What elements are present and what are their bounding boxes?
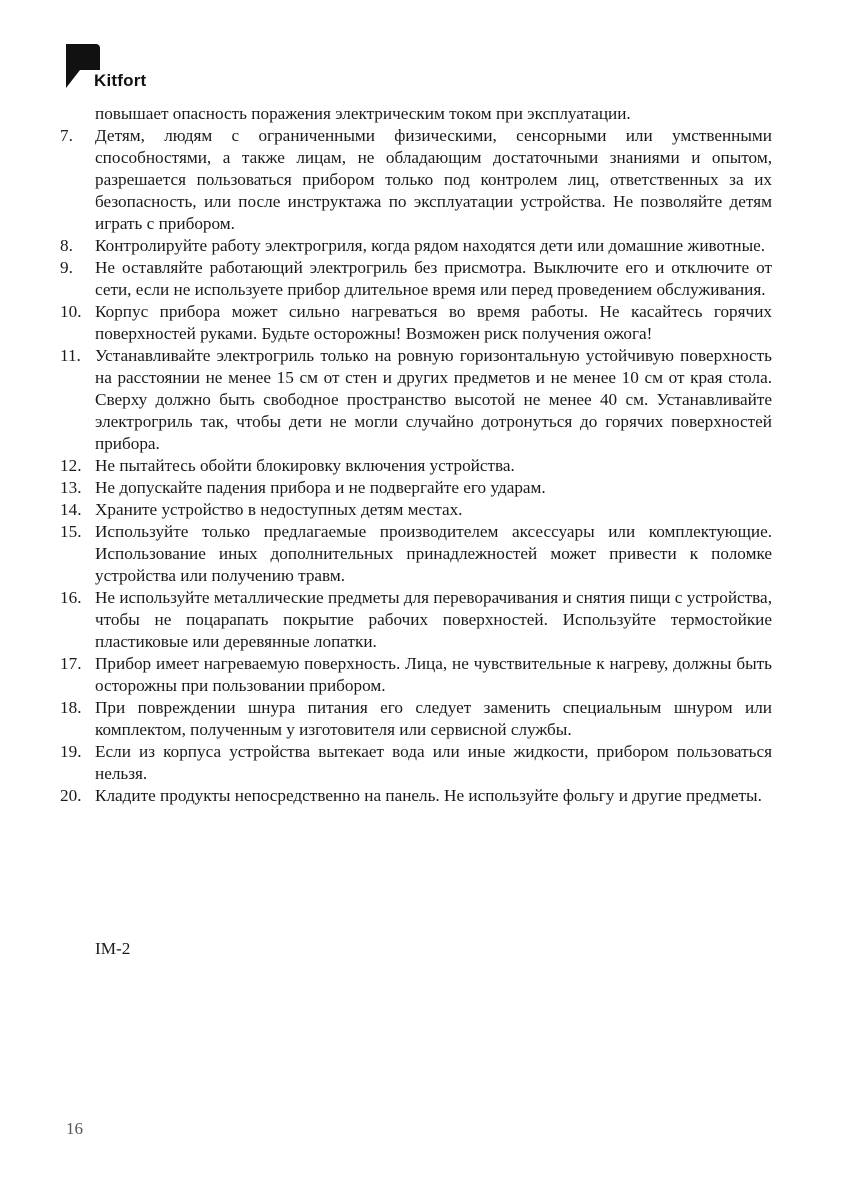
- list-item: [60, 455, 772, 477]
- list-item: [60, 587, 772, 653]
- item-number: 19.: [60, 742, 82, 761]
- list-item: [60, 301, 772, 345]
- item-text: Не оставляйте работающий электрогриль без присмотра. Выключите его и отключите от сети, если не используете прибор длительное время или перед проведением обслуживания.: [95, 258, 772, 299]
- list-item: [60, 653, 772, 697]
- item-number: 17.: [60, 654, 82, 673]
- item-number: 10.: [60, 302, 82, 321]
- item-number: 18.: [60, 698, 82, 717]
- list-item: [60, 697, 772, 741]
- item-text: Прибор имеет нагреваемую поверхность. Лица, не чувствительные к нагреву, должны быть осторожны при пользовании прибором.: [95, 654, 772, 695]
- item-number: 20.: [60, 786, 82, 805]
- item-number: 12.: [60, 456, 82, 475]
- item-number: 15.: [60, 522, 82, 541]
- item-number: 9.: [60, 258, 73, 277]
- list-item: [60, 235, 772, 257]
- item-text: Контролируйте работу электрогриля, когда рядом находятся дети или домашние животные.: [95, 236, 766, 255]
- item-text: Не допускайте падения прибора и не подвергайте его ударам.: [95, 478, 546, 497]
- item-number: 8.: [60, 236, 73, 255]
- list-item: [60, 499, 772, 521]
- brand-logo: [66, 44, 176, 90]
- item-text: Храните устройство в недоступных детям местах.: [95, 500, 463, 519]
- item-number: 14.: [60, 500, 82, 519]
- instruction-list: [60, 125, 772, 807]
- continuation-text: повышает опасность поражения электрическим током при эксплуатации.: [95, 104, 631, 123]
- brand-name: Kitfort: [94, 71, 147, 90]
- item-text: Кладите продукты непосредственно на панель. Не используйте фольгу и другие предметы.: [95, 786, 762, 805]
- item-text: Не пытайтесь обойти блокировку включения устройства.: [95, 456, 515, 475]
- list-item: [60, 257, 772, 301]
- item-text: Корпус прибора может сильно нагреваться во время работы. Не касайтесь горячих поверхностей руками. Будьте осторожны! Возможен риск получения ожога!: [95, 302, 772, 343]
- page-number: 16: [66, 1119, 83, 1138]
- item-text: Не используйте металлические предметы для переворачивания и снятия пищи с устройства, чтобы не поцарапать покрытие рабочих поверхностей. Используйте термостойкие пластиковые или деревянные лопатки.: [95, 588, 772, 651]
- document-code: IM-2: [95, 939, 131, 958]
- item-text: Если из корпуса устройства вытекает вода или иные жидкости, прибором пользоваться нельзя.: [95, 742, 772, 783]
- list-item: [60, 125, 772, 235]
- safety-instructions: [60, 103, 772, 807]
- item-number: 13.: [60, 478, 82, 497]
- list-item: [60, 477, 772, 499]
- item-number: 16.: [60, 588, 82, 607]
- list-item: [60, 785, 772, 807]
- list-item: [60, 345, 772, 455]
- list-item: [60, 741, 772, 785]
- item-text: Используйте только предлагаемые производителем аксессуары или комплектующие. Использование иных дополнительных принадлежностей может привести к поломке устройства или получению травм.: [95, 522, 772, 585]
- list-item: [60, 521, 772, 587]
- item-number: 11.: [60, 346, 81, 365]
- item-number: 7.: [60, 126, 73, 145]
- item-text: При повреждении шнура питания его следует заменить специальным шнуром или комплектом, полученным у изготовителя или сервисной службы.: [95, 698, 772, 739]
- item-text: Устанавливайте электрогриль только на ровную горизонтальную устойчивую поверхность на расстоянии не менее 15 см от стен и других предметов и не менее 10 см от края стола. Сверху должно быть свободное пространство высотой не менее 40 см. Устанавливайте электрогриль так, чтобы дети не могли случайно дотронуться до горячих поверхностей прибора.: [95, 346, 772, 453]
- item-text: Детям, людям с ограниченными физическими, сенсорными или умственными способностями, а также лицам, не обладающим достаточными знаниями и опытом, разрешается пользоваться прибором только под контролем лиц, ответственных за их безопасность, или после инструктажа по эксплуатации устройства. Не позволяйте детям играть с прибором.: [95, 126, 772, 233]
